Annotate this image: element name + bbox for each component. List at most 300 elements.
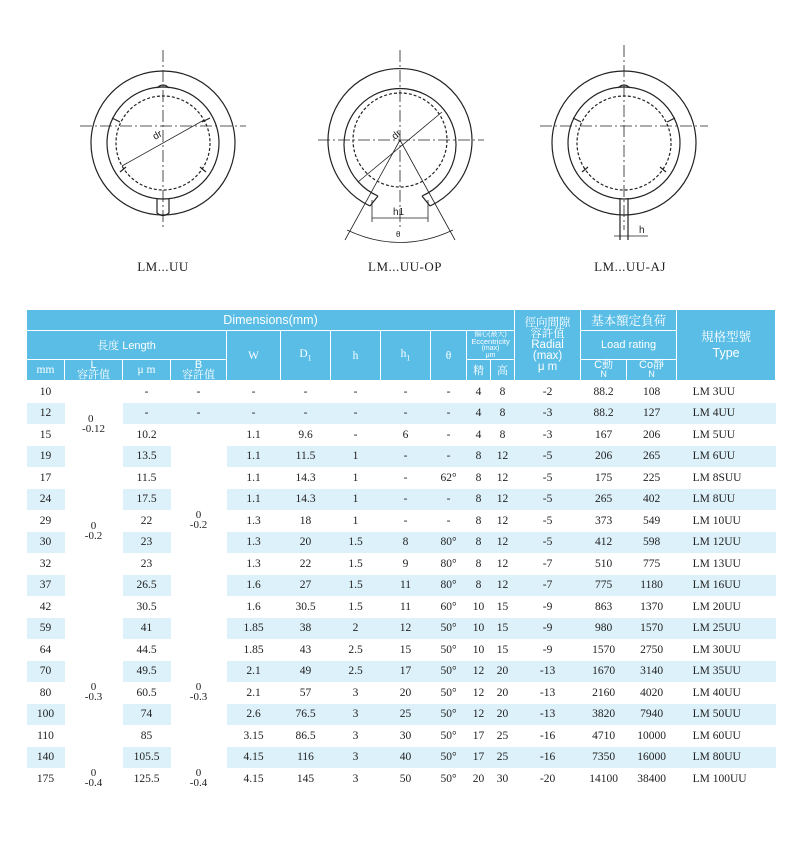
cell-high: 12: [496, 471, 509, 484]
cell-fine: 20: [472, 772, 485, 785]
cell-fine: 17: [467, 747, 491, 769]
radial-line-5: μ m: [537, 360, 558, 373]
cell-high: 30: [496, 772, 509, 785]
tolerance-value: [85, 682, 102, 702]
header-c: [581, 360, 627, 381]
tolerance-upper: 0: [90, 520, 97, 532]
cell-d1: 20: [281, 532, 331, 554]
cell-fine: 8: [467, 575, 491, 597]
cell-type: LM 8UU: [677, 489, 776, 511]
tolerance-value: [85, 521, 102, 541]
cell-co: 225: [642, 471, 661, 484]
cell-theta: -: [431, 446, 467, 468]
cell-fine: 12: [472, 686, 485, 699]
cell-co: 127: [627, 403, 677, 425]
table-row: [27, 596, 776, 618]
cell-theta: 50°: [440, 643, 457, 656]
cell-w: 1.3: [246, 557, 261, 570]
radial-line-1: 徑向間隙: [524, 316, 571, 329]
diagram-label-lm-uu: LM...UU: [137, 259, 189, 274]
table-row: [27, 618, 776, 640]
cell-h1: 40: [381, 747, 431, 769]
cell-h1: 9: [402, 557, 409, 570]
cell-c: 863: [594, 600, 613, 613]
cell-d1: 76.5: [281, 704, 331, 726]
cell-h: 1: [331, 446, 381, 468]
cell-mm: 17: [39, 471, 52, 484]
tolerance-lower: -0.4: [189, 777, 208, 790]
l-tol: 容許值: [77, 369, 110, 381]
cell-type: LM 50UU: [677, 704, 776, 726]
cell-h: 3: [352, 729, 359, 742]
table-row: [27, 682, 776, 704]
cell-c: 175: [594, 471, 613, 484]
cell-c: 980: [581, 618, 627, 640]
cell-fine: 8: [475, 471, 482, 484]
theta-label: θ: [396, 230, 401, 239]
cell-h1: 25: [381, 704, 431, 726]
cell-high: 20: [491, 661, 515, 683]
cell-co: 1570: [627, 618, 677, 640]
cell-type: LM 5UU: [692, 428, 736, 441]
cell-co: 2750: [640, 643, 664, 656]
cell-high: 15: [491, 618, 515, 640]
co-text: Co: [639, 359, 654, 371]
table-row: [27, 725, 776, 747]
dr-label-2: dr: [389, 128, 404, 143]
table-row: [27, 403, 776, 425]
cell-h1: 11: [381, 575, 431, 597]
header-h: h: [331, 331, 381, 381]
cell-l: 30.5: [136, 600, 157, 613]
cell-high: 12: [491, 489, 515, 511]
header-radial: [515, 310, 581, 381]
dr-label-1: dr: [151, 128, 165, 143]
cell-type: LM 20UU: [692, 600, 741, 613]
cell-d1: 57: [299, 686, 312, 699]
l-tol-cell: [65, 381, 123, 403]
cell-type: LM 16UU: [677, 575, 776, 597]
cell-w: 3.15: [243, 729, 264, 742]
cell-high: 15: [496, 600, 509, 613]
cell-h: 2.5: [331, 661, 381, 683]
cell-theta: 50°: [431, 618, 467, 640]
tolerance-lower: -0.2: [84, 530, 103, 542]
h1-label: h1: [393, 207, 405, 218]
cell-w: 1.1: [246, 471, 261, 484]
cell-fine: 4: [475, 428, 482, 441]
cell-l: -: [144, 385, 149, 398]
cell-l: 13.5: [123, 446, 171, 468]
cell-co: 775: [642, 557, 661, 570]
cell-fine: 10: [472, 600, 485, 613]
cell-w: 1.1: [227, 446, 281, 468]
header-load-2: Load rating: [581, 331, 677, 360]
cell-h: -: [353, 385, 358, 398]
cell-theta: 62°: [440, 471, 457, 484]
cell-h1: 8: [381, 532, 431, 554]
b-tol: 容許值: [182, 369, 215, 381]
cell-mm: 70: [27, 661, 65, 683]
cell-l: 41: [123, 618, 171, 640]
cell-radial: -16: [539, 729, 556, 742]
cell-l: 85: [140, 729, 153, 742]
cell-c: 7350: [581, 747, 627, 769]
d1-sub: 1: [307, 353, 312, 363]
cell-co: 108: [642, 385, 661, 398]
cell-l: 10.2: [136, 428, 157, 441]
cell-high: 12: [491, 575, 515, 597]
h1-sub: 1: [406, 353, 411, 363]
cell-d1: 11.5: [281, 446, 331, 468]
cell-co: 206: [642, 428, 661, 441]
table-row: [27, 661, 776, 683]
cell-h: 1.5: [348, 557, 363, 570]
ecc-1: 偏心(最大): [474, 331, 507, 338]
cell-type: LM 10UU: [692, 514, 741, 527]
cell-w: 1.85: [243, 643, 264, 656]
cell-co: 7940: [627, 704, 677, 726]
b-tolerance: [171, 768, 227, 790]
tolerance-value: [190, 768, 207, 788]
cell-d1: 116: [281, 747, 331, 769]
cell-type: LM 60UU: [692, 729, 741, 742]
cell-w: 1.3: [227, 532, 281, 554]
cell-c: 2160: [592, 686, 616, 699]
cell-fine: 8: [467, 489, 491, 511]
cell-mm: 19: [27, 446, 65, 468]
cell-l: 60.5: [136, 686, 157, 699]
cell-w: -: [227, 403, 281, 425]
cell-c: 3820: [581, 704, 627, 726]
table-row: [27, 768, 776, 790]
b-tolerance: [171, 424, 227, 618]
cell-high: 12: [491, 446, 515, 468]
cell-h: 2: [331, 618, 381, 640]
cell-w: -: [251, 385, 256, 398]
cell-fine: 10: [472, 643, 485, 656]
cell-fine: 8: [467, 446, 491, 468]
cell-fine: 8: [475, 557, 482, 570]
cell-w: 1.1: [246, 428, 261, 441]
cell-c: 265: [581, 489, 627, 511]
cell-radial: -16: [515, 747, 581, 769]
cell-radial: -7: [542, 557, 553, 570]
cell-high: 12: [496, 557, 509, 570]
cell-h: -: [331, 403, 381, 425]
cell-l: 17.5: [123, 489, 171, 511]
tolerance-value: [82, 414, 105, 434]
cell-co: 549: [642, 514, 661, 527]
cell-type: LM 30UU: [692, 643, 741, 656]
cell-radial: -2: [542, 385, 553, 398]
cell-co: 10000: [637, 729, 666, 742]
cell-h: 1: [352, 514, 359, 527]
cell-high: 25: [491, 747, 515, 769]
header-dimensions: Dimensions(mm): [27, 310, 515, 331]
tolerance-upper: 0: [90, 681, 97, 694]
header-load-1: 基本額定負荷: [581, 310, 677, 331]
cell-h1: 50: [399, 772, 412, 785]
cell-high: 8: [499, 385, 506, 398]
cell-theta: 50°: [431, 747, 467, 769]
cell-w: 1.85: [227, 618, 281, 640]
cell-type: LM 8SUU: [692, 471, 742, 484]
tolerance-lower: -0.2: [189, 519, 208, 532]
cell-fine: 12: [467, 661, 491, 683]
cell-radial: -5: [515, 446, 581, 468]
diagram-lm-uu-aj: [540, 45, 708, 240]
cell-radial: -5: [542, 514, 553, 527]
radial-line-2: 容許值: [530, 327, 565, 340]
cell-type: LM 25UU: [677, 618, 776, 640]
cell-fine: 8: [467, 532, 491, 554]
header-b: [171, 360, 227, 381]
cell-mm: 30: [27, 532, 65, 554]
tolerance-upper: 0: [88, 412, 94, 425]
cell-theta: -: [431, 489, 467, 511]
cell-c: 4710: [592, 729, 616, 742]
cell-radial: -3: [542, 428, 553, 441]
header-w: W: [227, 331, 281, 381]
co-sub: N: [648, 369, 655, 379]
header-h1: [381, 331, 431, 381]
d1-text: D: [299, 348, 308, 361]
cell-h1: -: [403, 471, 408, 484]
cell-w: 4.15: [227, 747, 281, 769]
header-fine: 精: [467, 360, 491, 381]
cell-h: 1: [352, 471, 359, 484]
cell-theta: 50°: [440, 772, 457, 785]
cell-high: 8: [491, 403, 515, 425]
cell-d1: 14.3: [281, 489, 331, 511]
cell-radial: -5: [542, 471, 553, 484]
cell-type: LM 80UU: [677, 747, 776, 769]
cell-radial: -5: [515, 489, 581, 511]
cell-mm: 29: [39, 514, 52, 527]
cell-w: 2.1: [246, 686, 261, 699]
cell-h1: -: [403, 385, 408, 398]
cell-h: 3: [352, 772, 359, 785]
cell-l: 22: [140, 514, 153, 527]
cell-d1: 9.6: [298, 428, 313, 441]
cell-theta: 60°: [440, 600, 457, 613]
cell-w: 4.15: [243, 772, 264, 785]
cell-high: 8: [499, 428, 506, 441]
tolerance-value: [85, 768, 102, 788]
cell-theta: -: [431, 403, 467, 425]
cell-c: 206: [581, 446, 627, 468]
cell-type: LM 6UU: [677, 446, 776, 468]
cell-c: 88.2: [593, 385, 614, 398]
diagram-svg: [0, 0, 790, 290]
cell-type: LM 4UU: [677, 403, 776, 425]
cell-c: 412: [581, 532, 627, 554]
header-type: [677, 310, 776, 381]
cell-mm: 24: [27, 489, 65, 511]
cell-d1: -: [303, 385, 308, 398]
cell-mm: 32: [39, 557, 52, 570]
cell-c: 14100: [589, 772, 618, 785]
cell-d1: 38: [281, 618, 331, 640]
tolerance-lower: -0.12: [82, 422, 105, 435]
table-row: [27, 510, 776, 532]
cell-h1: 20: [399, 686, 412, 699]
l-tolerance: [65, 768, 123, 790]
table-row: [27, 381, 776, 403]
l-tolerance: [65, 446, 123, 618]
cell-d1: 30.5: [295, 600, 316, 613]
cell-radial: -13: [515, 661, 581, 683]
header-mm: mm: [27, 360, 65, 381]
cell-h1: -: [381, 403, 431, 425]
tolerance-upper: 0: [90, 767, 97, 780]
cell-fine: 4: [467, 403, 491, 425]
cell-mm: 110: [37, 729, 54, 742]
h-label: h: [639, 225, 645, 236]
cell-co: 1180: [627, 575, 677, 597]
cell-h1: 15: [399, 643, 412, 656]
tolerance-value: [190, 510, 207, 530]
cell-d1: 145: [296, 772, 315, 785]
c-text: C: [594, 359, 603, 371]
cell-mm: 59: [27, 618, 65, 640]
cell-h: 1.5: [348, 600, 363, 613]
cell-high: 25: [496, 729, 509, 742]
cell-mm: 64: [39, 643, 52, 656]
cell-h1: -: [381, 489, 431, 511]
bearing-diagrams: [0, 0, 790, 290]
cell-l: 11.5: [136, 471, 157, 484]
co-static: 靜: [653, 359, 665, 371]
diagram-label-lm-uu-op: LM...UU-OP: [368, 259, 442, 274]
cell-theta: 50°: [431, 704, 467, 726]
cell-fine: 10: [467, 618, 491, 640]
cell-theta: 80°: [440, 557, 457, 570]
table-row: [27, 747, 776, 769]
cell-mm: 15: [39, 428, 52, 441]
cell-l: 49.5: [123, 661, 171, 683]
cell-h: 1.5: [331, 532, 381, 554]
cell-theta: -: [446, 385, 451, 398]
tolerance-upper: 0: [195, 509, 202, 522]
ecc-2: Eccentricity: [471, 337, 510, 346]
cell-fine: 4: [475, 385, 482, 398]
cell-fine: 8: [475, 514, 482, 527]
header-co: [627, 360, 677, 381]
ecc-3: (max): [481, 345, 500, 352]
cell-mm: 175: [36, 772, 55, 785]
cell-l: 26.5: [123, 575, 171, 597]
cell-c: 1570: [592, 643, 616, 656]
cell-h1: -: [403, 514, 408, 527]
cell-c: 167: [594, 428, 613, 441]
cell-h: 3: [331, 704, 381, 726]
b-text: B: [194, 359, 203, 371]
cell-w: 1.3: [246, 514, 261, 527]
cell-high: 20: [496, 686, 509, 699]
table-row: [27, 467, 776, 489]
cell-d1: -: [281, 403, 331, 425]
cell-w: 2.1: [227, 661, 281, 683]
cell-l: 105.5: [123, 747, 171, 769]
cell-d1: 27: [281, 575, 331, 597]
h1-text: h: [400, 348, 407, 361]
cell-high: 20: [491, 704, 515, 726]
table-body: [27, 381, 776, 790]
cell-type: LM 12UU: [677, 532, 776, 554]
cell-mm: 12: [27, 403, 65, 425]
cell-co: 265: [627, 446, 677, 468]
header-length: 長度 Length: [27, 331, 227, 360]
cell-l: 23: [123, 532, 171, 554]
cell-c: 775: [581, 575, 627, 597]
cell-mm: 10: [39, 385, 52, 398]
cell-theta: 50°: [431, 661, 467, 683]
table-row: [27, 424, 776, 446]
cell-radial: -9: [515, 618, 581, 640]
table-row: [27, 489, 776, 511]
cell-w: 1.6: [227, 575, 281, 597]
cell-mm: 37: [27, 575, 65, 597]
cell-fine: 17: [472, 729, 485, 742]
cell-mm: 80: [39, 686, 52, 699]
cell-radial: -9: [542, 600, 553, 613]
header-theta: θ: [431, 331, 467, 381]
cell-radial: -20: [539, 772, 556, 785]
type-line-2: Type: [712, 346, 740, 360]
header-d1: [281, 331, 331, 381]
c-sub: N: [600, 369, 607, 379]
tolerance-lower: -0.3: [84, 691, 103, 704]
cell-c: 373: [594, 514, 613, 527]
cell-co: 38400: [637, 772, 666, 785]
cell-radial: -13: [515, 704, 581, 726]
tolerance-lower: -0.3: [189, 691, 208, 704]
cell-radial: -7: [515, 575, 581, 597]
b-cell: -: [196, 385, 201, 398]
cell-theta: 80°: [431, 532, 467, 554]
cell-h1: 11: [399, 600, 412, 613]
cell-h: 1.5: [331, 575, 381, 597]
tolerance-upper: 0: [195, 767, 202, 780]
cell-co: 4020: [640, 686, 664, 699]
cell-d1: 18: [299, 514, 312, 527]
cell-type: LM 40UU: [692, 686, 741, 699]
cell-l: 44.5: [136, 643, 157, 656]
cell-w: 1.6: [246, 600, 261, 613]
radial-line-4: (max): [532, 349, 563, 362]
cell-type: LM 3UU: [692, 385, 736, 398]
cell-c: 1670: [581, 661, 627, 683]
type-line-1: 規格型號: [701, 330, 752, 344]
cell-h1: 30: [399, 729, 412, 742]
table-row: [27, 446, 776, 468]
cell-h: -: [353, 428, 358, 441]
table-row: [27, 575, 776, 597]
cell-high: 15: [496, 643, 509, 656]
cell-mm: 42: [39, 600, 52, 613]
spec-table: [26, 309, 776, 790]
cell-l: 23: [140, 557, 153, 570]
cell-d1: 14.3: [295, 471, 316, 484]
cell-w: 1.1: [227, 489, 281, 511]
cell-fine: 12: [467, 704, 491, 726]
cell-h: 3: [352, 686, 359, 699]
cell-c: 510: [594, 557, 613, 570]
b-cell: -: [171, 403, 227, 425]
diagram-lm-uu: [80, 50, 246, 230]
